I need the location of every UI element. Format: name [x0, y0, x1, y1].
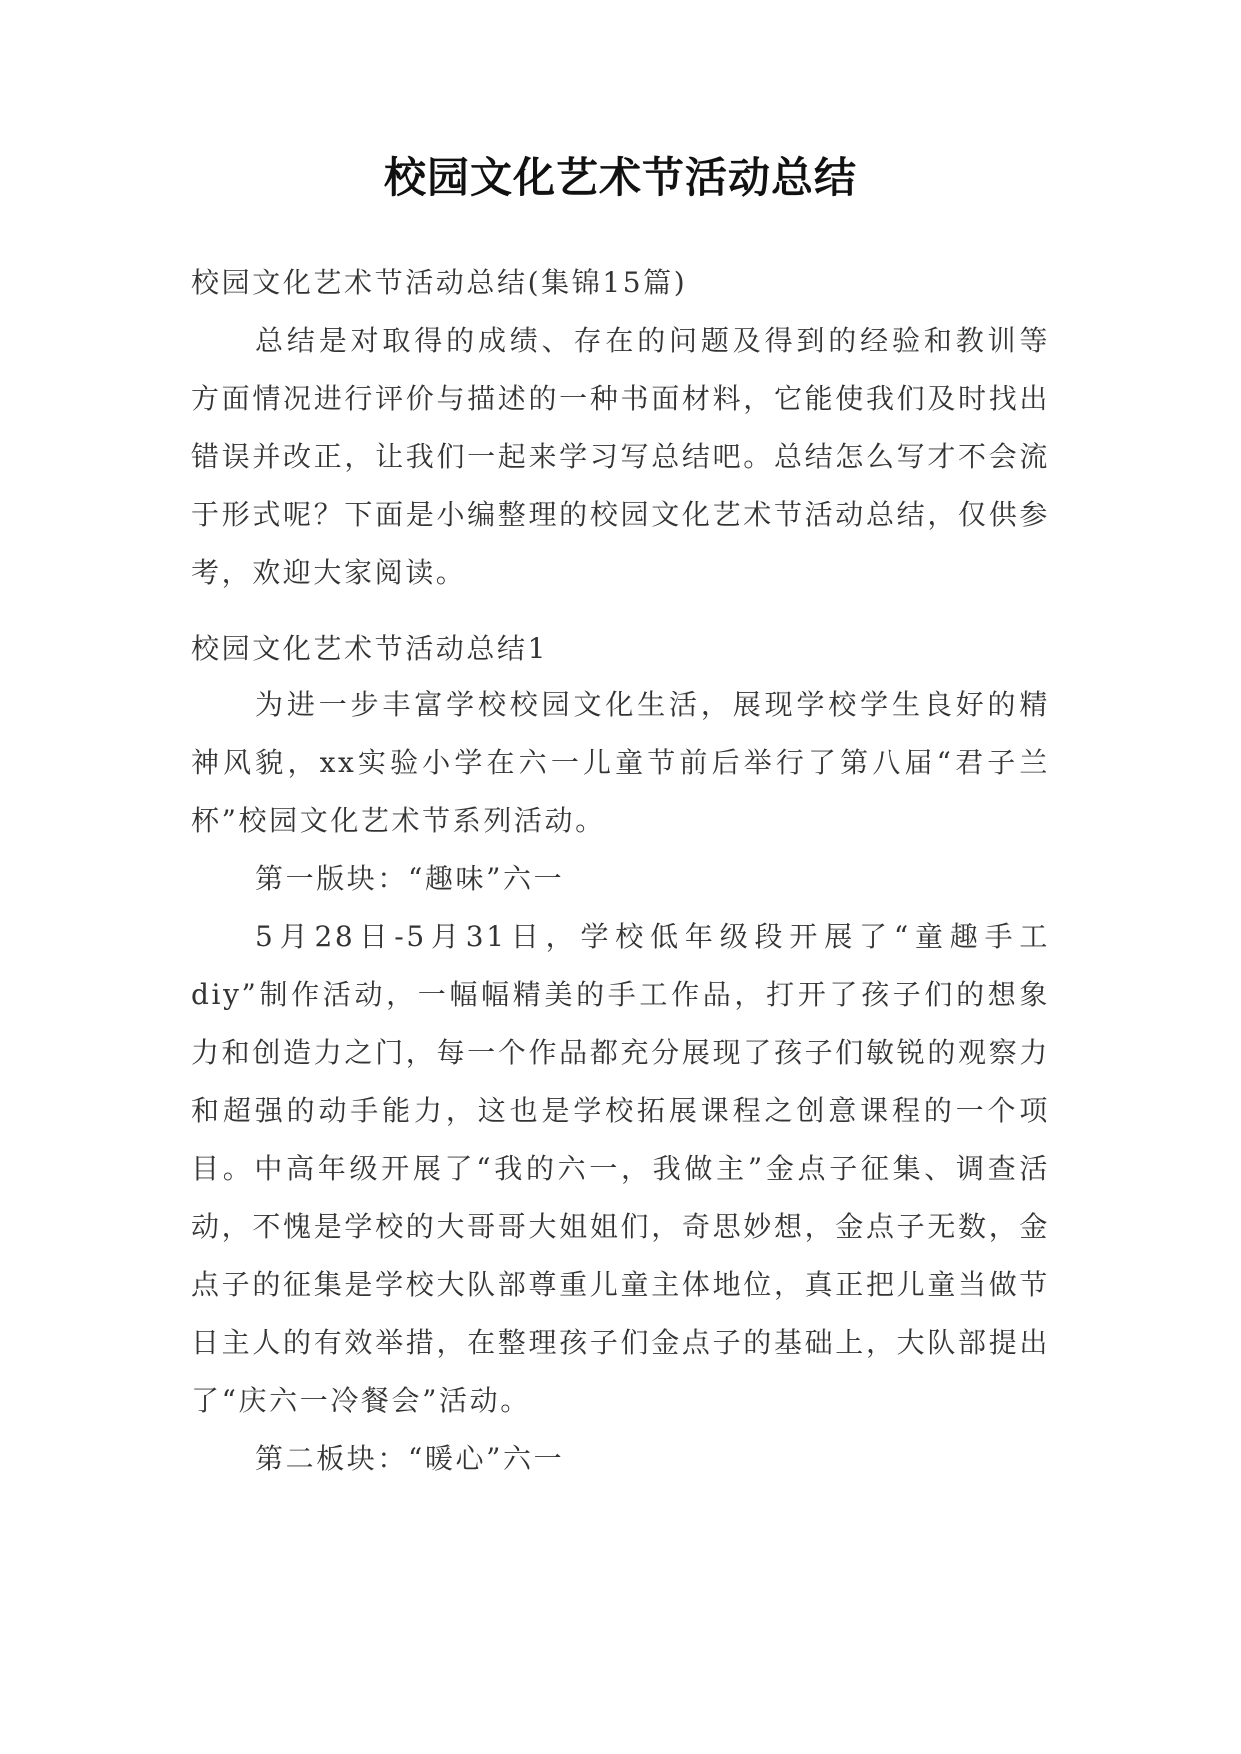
- intro-paragraph-block: [191, 312, 1050, 602]
- block-heading-2: 第二板块：“暖心”六一: [255, 1442, 565, 1475]
- section-heading: 校园文化艺术节活动总结1: [191, 632, 549, 665]
- document-subtitle: 校园文化艺术节活动总结(集锦15篇): [191, 266, 688, 299]
- section-body: [191, 676, 1050, 1488]
- paragraph-2: 5月28日-5月31日，学校低年级段开展了“童趣手工diy”制作活动，一幅幅精美的手工作品，打开了孩子们的想象力和创造力之门，每一个作品都充分展现了孩子们敏锐的观察力和超强的动手能力，这也是学校拓展课程之创意课程的一个项目。中高年级开展了“我的六一，我做主”金点子征集、调查活动，不愧是学校的大哥哥大姐姐们，奇思妙想，金点子无数，金点子的征集是学校大队部尊重儿童主体地位，真正把儿童当做节日主人的有效举措，在整理孩子们金点子的基础上，大队部提出了“庆六一冷餐会”活动。: [191, 920, 1050, 1417]
- paragraph-1: 为进一步丰富学校校园文化生活，展现学校学生良好的精神风貌，xx实验小学在六一儿童节前后举行了第八届“君子兰杯”校园文化艺术节系列活动。: [191, 688, 1050, 837]
- document-title: 校园文化艺术节活动总结: [383, 153, 857, 202]
- intro-paragraph: 总结是对取得的成绩、存在的问题及得到的经验和教训等方面情况进行评价与描述的一种书面材料，它能使我们及时找出错误并改正，让我们一起来学习写总结吧。总结怎么写才不会流于形式呢？下面是小编整理的校园文化艺术节活动总结，仅供参考，欢迎大家阅读。: [191, 324, 1050, 589]
- block-heading-1: 第一版块：“趣味”六一: [255, 862, 565, 895]
